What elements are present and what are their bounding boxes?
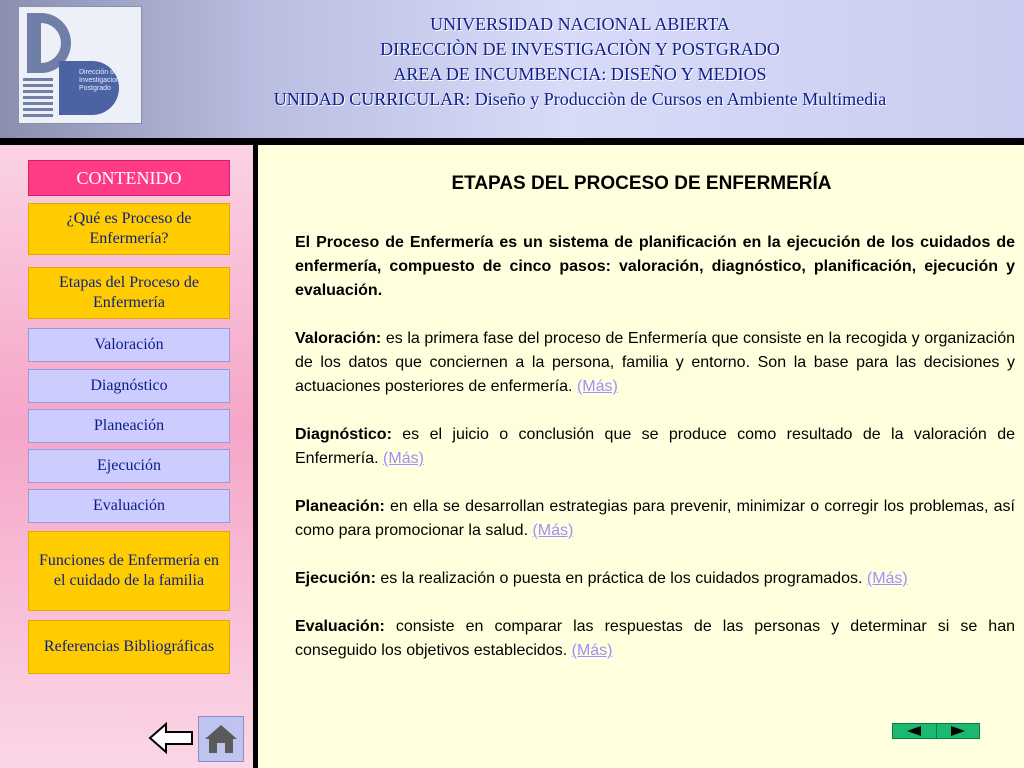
sidebar-item-label: Evaluación — [93, 497, 165, 514]
home-icon — [199, 717, 243, 761]
section-ejecucion — [295, 567, 1015, 591]
left-triangle-icon — [907, 726, 921, 736]
sidebar-item-label: Planeación — [93, 417, 165, 434]
more-link[interactable]: (Más) — [576, 378, 618, 395]
more-link[interactable]: (Más) — [383, 450, 424, 467]
sidebar-item-label: Etapas del Proceso de Enfermería — [59, 274, 199, 311]
sidebar-item-label: Funciones de Enfermería en el cuidado de la familia — [39, 552, 219, 589]
header-banner — [0, 0, 1024, 138]
content-body — [295, 231, 1015, 687]
header-line-1: UNIVERSIDAD NACIONAL ABIERTA — [430, 14, 730, 34]
sidebar-heading-contenido: CONTENIDO — [28, 160, 230, 196]
sidebar-item-valoracion[interactable] — [28, 328, 230, 362]
more-link[interactable]: (Más) — [571, 642, 613, 659]
sidebar-item-label: Diagnóstico — [90, 377, 168, 394]
sidebar-item-diagnostico[interactable] — [28, 369, 230, 403]
section-text: consiste en comparar las respuestas de las personas y determinar si se han conseguido los objetivos establecidos. — [295, 618, 1015, 659]
sidebar-item-funciones[interactable] — [28, 531, 230, 611]
sidebar-item-evaluacion[interactable] — [28, 489, 230, 523]
sidebar-item-referencias[interactable] — [28, 620, 230, 674]
home-button[interactable] — [198, 716, 244, 762]
section-evaluacion — [295, 615, 1015, 663]
sidebar-item-label: ¿Qué es Proceso de Enfermería? — [66, 210, 192, 247]
right-triangle-icon — [951, 726, 965, 736]
section-planeacion — [295, 495, 1015, 543]
section-text: es el juicio o conclusión que se produce como resultado de la valoración de Enfermería. — [295, 426, 1015, 467]
section-text: en ella se desarrollan estrategias para prevenir, minimizar o corregir los problemas, así como para promocionar la salud. — [295, 498, 1015, 539]
page-title: ETAPAS DEL PROCESO DE ENFERMERÍA — [451, 173, 832, 194]
header-line-3: AREA DE INCUMBENCIA: DISEÑO Y MEDIOS — [393, 64, 767, 84]
sidebar-item-label: Referencias Bibliográficas — [43, 638, 215, 655]
section-term: Planeación: — [295, 498, 385, 515]
section-text: es la primera fase del proceso de Enfermería que consiste en la recogida y organización de los datos que conciernen a la persona, familia y entorno. Son la base para las decisiones y actuaciones posteriores de enfermería. — [295, 330, 1015, 395]
more-link[interactable]: (Más) — [532, 522, 574, 539]
header-line-2: DIRECCIÒN DE INVESTIGACIÒN Y POSTGRADO — [380, 39, 780, 59]
section-valoracion — [295, 327, 1015, 399]
section-diagnostico — [295, 423, 1015, 471]
main-content — [257, 145, 1024, 768]
intro-paragraph: El Proceso de Enfermería es un sistema de planificación en la ejecución de los cuidados de enfermería, compuesto de cinco pasos: valoración, diagnóstico, planificación, ejecución y evaluación. — [295, 234, 1015, 299]
previous-button[interactable] — [893, 724, 937, 738]
section-term: Valoración: — [295, 330, 382, 347]
university-logo — [18, 6, 142, 124]
header-divider — [0, 138, 1024, 145]
sidebar-item-etapas[interactable] — [28, 267, 230, 319]
sidebar-item-label: Valoración — [94, 336, 164, 353]
section-text: es la realización o puesta en práctica de los cuidados programados. — [375, 570, 867, 587]
sidebar-item-ejecucion[interactable] — [28, 449, 230, 483]
sidebar-item-planeacion[interactable] — [28, 409, 230, 443]
header-title — [160, 12, 1000, 112]
section-term: Ejecución: — [295, 570, 376, 587]
header-line-4: UNIDAD CURRICULAR: Diseño y Producciòn de Cursos en Ambiente Multimedia — [273, 89, 887, 109]
back-arrow-icon[interactable] — [148, 718, 198, 758]
sidebar-item-label: Ejecución — [97, 457, 161, 474]
section-term: Diagnóstico: — [295, 426, 392, 443]
section-term: Evaluación: — [295, 618, 385, 635]
prev-next-controls — [892, 723, 980, 739]
next-button[interactable] — [937, 724, 980, 738]
more-link[interactable]: (Más) — [866, 570, 908, 587]
logo-tagline: Dirección de Investigaciones y Postgrado — [79, 69, 133, 92]
sidebar-item-que-es-proceso[interactable] — [28, 203, 230, 255]
